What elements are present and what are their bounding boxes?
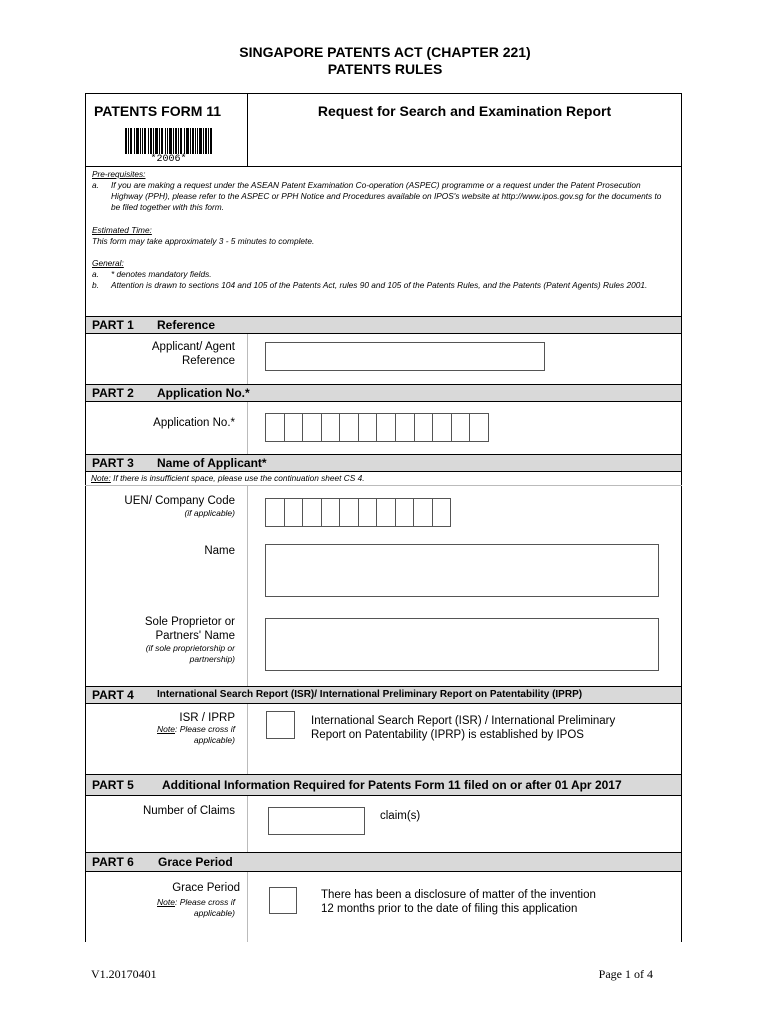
header-line-1: SINGAPORE PATENTS ACT (CHAPTER 221) [239, 44, 531, 60]
divider [85, 166, 682, 167]
divider [85, 401, 682, 402]
part2-title: Application No.* [157, 386, 250, 400]
sole-proprietor-input[interactable] [265, 618, 659, 671]
general-b-marker: b. [92, 280, 99, 290]
part1-num: PART 1 [92, 318, 134, 332]
prereq-heading: Pre-requisites: [92, 169, 146, 179]
name-label: Name [204, 545, 235, 557]
claims-input[interactable] [268, 807, 365, 835]
header-line-2: PATENTS RULES [327, 61, 443, 77]
sole-sublabel-1: (if sole proprietorship or [145, 643, 235, 653]
sole-sublabel-2: partnership) [189, 654, 235, 664]
divider [85, 471, 682, 472]
application-no-input[interactable] [265, 413, 489, 442]
part3-note [91, 473, 365, 484]
uen-label: UEN/ Company Code [124, 495, 235, 507]
part6-num: PART 6 [92, 855, 134, 869]
divider [247, 402, 248, 454]
part3-num: PART 3 [92, 456, 134, 470]
grace-note-2: applicable) [193, 908, 235, 918]
uen-sublabel: (if applicable) [184, 508, 235, 518]
isr-checkbox[interactable] [266, 711, 295, 739]
reference-input[interactable] [265, 342, 545, 371]
barcode-image [125, 128, 212, 154]
claims-label: Number of Claims [142, 805, 235, 817]
grace-note [95, 897, 235, 908]
part3-note-text: If there is insufficient space, please use the continuation sheet CS 4. [110, 473, 365, 483]
part6-title: Grace Period [158, 855, 233, 869]
part3-note-label: Note: [91, 473, 111, 483]
claims-unit: claim(s) [380, 810, 421, 822]
general-a-text: * denotes mandatory fields. [111, 269, 212, 279]
divider [85, 703, 682, 704]
part3-title: Name of Applicant* [157, 456, 267, 470]
part1-bar [86, 317, 681, 333]
grace-note-text: : Please cross if [175, 897, 235, 907]
part1-label-2: Reference [181, 355, 235, 367]
general-a-marker: a. [92, 269, 99, 279]
grace-statement-2: 12 months prior to the date of filing this application [321, 903, 578, 915]
grace-checkbox[interactable] [269, 887, 297, 914]
grace-note-label: Note [157, 897, 175, 907]
footer-page: Page 1 of 4 [598, 967, 653, 981]
barcode-text: *2006* [150, 154, 187, 165]
isr-statement-1: International Search Report (ISR) / International Preliminary [311, 715, 616, 727]
part2-num: PART 2 [92, 386, 134, 400]
isr-note-2: applicable) [193, 735, 235, 745]
divider [247, 486, 248, 686]
general-b-text: Attention is drawn to sections 104 and 105 of the Patents Act, rules 90 and 105 of the Patents Rules, and the Patents (Patent Agents) Rules 2001. [111, 280, 648, 290]
part4-num: PART 4 [92, 688, 134, 702]
sole-label-2: Partners' Name [155, 630, 235, 642]
general-heading: General: [92, 258, 124, 268]
divider [247, 872, 248, 942]
divider [85, 485, 682, 486]
part5-bar [86, 775, 681, 795]
name-input[interactable] [265, 544, 659, 597]
time-heading: Estimated Time: [92, 225, 152, 235]
divider [247, 704, 248, 774]
part2-bar [86, 385, 681, 401]
grace-label: Grace Period [172, 882, 240, 894]
divider [85, 795, 682, 796]
form-title: Request for Search and Examination Report [317, 103, 612, 119]
isr-note [95, 724, 235, 735]
part5-title: Additional Information Required for Patents Form 11 filed on or after 01 Apr 2017 [162, 778, 622, 792]
divider [247, 796, 248, 852]
isr-note-label: Note [157, 724, 175, 734]
prereq-a-marker: a. [92, 180, 99, 190]
prereq-a-text: If you are making a request under the ASEAN Patent Examination Co-operation (ASPEC) programme or a request under the Patent Prosecution Highway (PPH), please refer to the ASPEC or PPH Notice and Procedures available on IPOS's website at http://www.ipos.gov.sg for the documents to be filed together with this form. [111, 180, 662, 212]
part4-bar [86, 687, 681, 703]
isr-note-text: : Please cross if [175, 724, 235, 734]
part5-num: PART 5 [92, 778, 134, 792]
divider [85, 871, 682, 872]
part4-title: International Search Report (ISR)/ International Preliminary Report on Patentability (IPRP) [157, 689, 583, 700]
form-name: PATENTS FORM 11 [94, 103, 222, 119]
divider [247, 334, 248, 384]
part1-label-1: Applicant/ Agent [151, 341, 235, 353]
time-text: This form may take approximately 3 - 5 minutes to complete. [92, 236, 315, 246]
part3-bar [86, 455, 681, 471]
part1-title: Reference [157, 318, 216, 332]
isr-label: ISR / IPRP [179, 712, 235, 724]
part6-bar [86, 853, 681, 871]
divider [85, 333, 682, 334]
footer-version: V1.20170401 [91, 967, 157, 981]
part2-label: Application No.* [153, 417, 235, 429]
sole-label-1: Sole Proprietor or [144, 616, 235, 628]
grace-statement-1: There has been a disclosure of matter of the invention [321, 889, 596, 901]
uen-input[interactable] [265, 498, 451, 527]
isr-statement-2: Report on Patentability (IPRP) is established by IPOS [311, 729, 584, 741]
